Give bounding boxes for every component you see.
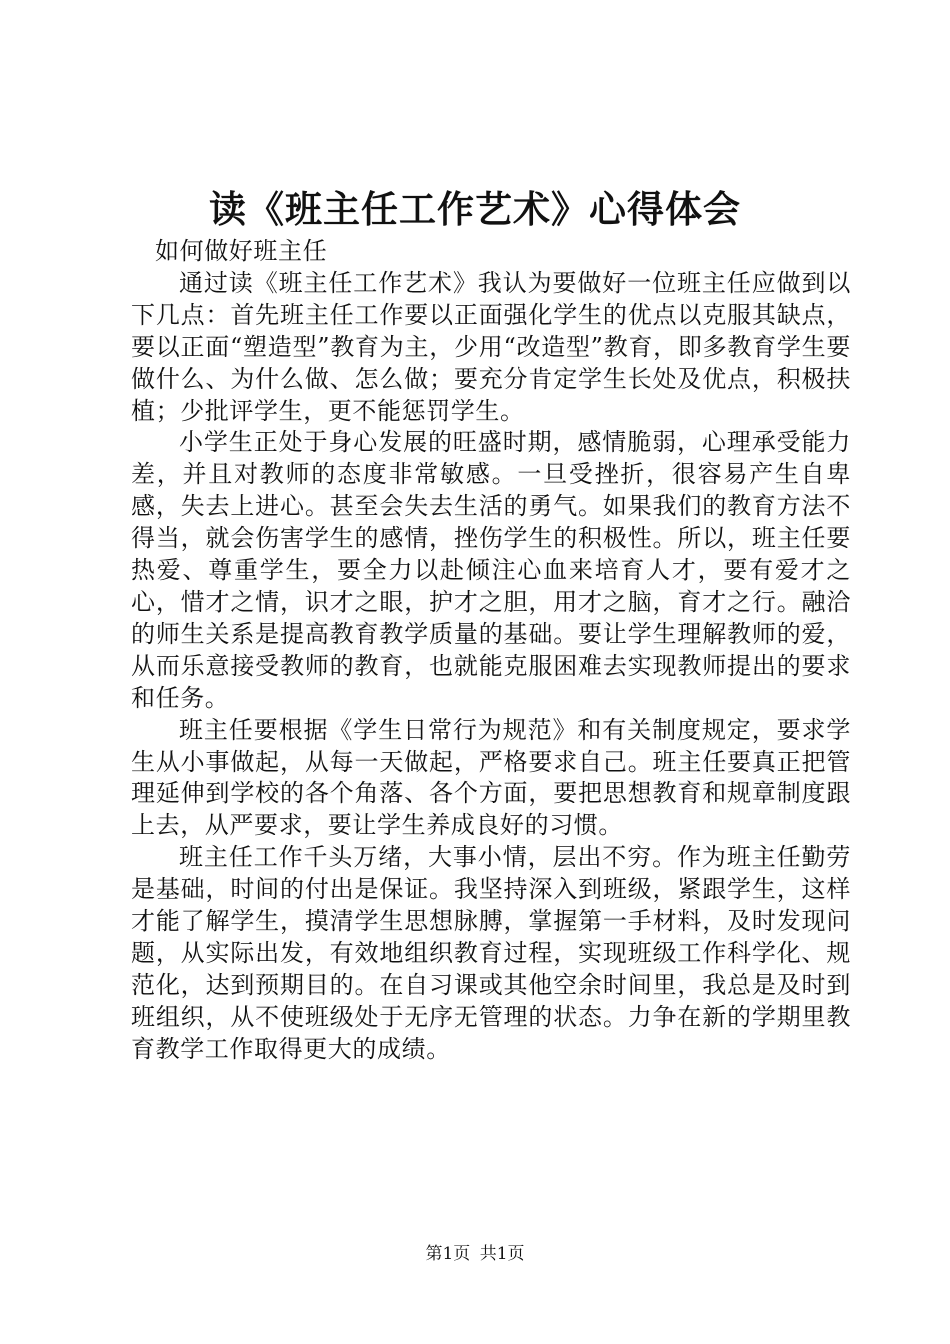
paragraph-2: 小学生正处于身心发展的旺盛时期，感情脆弱，心理承受能力差，并且对教师的态度非常敏感。一旦受挫折，很容易产生自卑感，失去上进心。甚至会失去生活的勇气。如果我们的教育方法不得当，就会伤害学生的感情，挫伤学生的积极性。所以，班主任要热爱、尊重学生，要全力以赴倾注心血来培育人才，要有爱才之心，惜才之情，识才之眼，护才之胆，用才之脑，育才之行。融洽的师生关系是提高教育教学质量的基础。要让学生理解教师的爱，从而乐意接受教师的教育，也就能克服困难去实现教师提出的要求和任务。 <box>131 428 851 712</box>
page-number: 第1页 <box>425 1244 471 1264</box>
paragraph-1: 通过读《班主任工作艺术》我认为要做好一位班主任应做到以下几点：首先班主任工作要以正面强化学生的优点以克服其缺点，要以正面“塑造型”教育为主，少用“改造型”教育，即多教育学生要做什么、为什么做、怎么做；要充分肯定学生长处及优点，积极扶植；少批评学生，更不能惩罚学生。 <box>131 268 851 425</box>
paragraph-3: 班主任要根据《学生日常行为规范》和有关制度规定，要求学生从小事做起，从每一天做起，严格要求自己。班主任要真正把管理延伸到学校的各个角落、各个方面，要把思想教育和规章制度跟上去，从严要求，要让学生养成良好的习惯。 <box>131 715 851 840</box>
document-body <box>131 236 851 1066</box>
page-total: 共1页 <box>479 1244 525 1264</box>
paragraph-4: 班主任工作千头万绪，大事小情，层出不穷。作为班主任勤劳是基础，时间的付出是保证。我坚持深入到班级，紧跟学生，这样才能了解学生，摸清学生思想脉膊，掌握第一手材料，及时发现问题，从实际出发，有效地组织教育过程，实现班级工作科学化、规范化，达到预期目的。在自习课或其他空余时间里，我总是及时到班组织，从不使班级处于无序无管理的状态。力争在新的学期里教育教学工作取得更大的成绩。 <box>131 843 851 1063</box>
page-footer <box>0 1242 950 1266</box>
document-subtitle: 如何做好班主任 <box>155 237 328 265</box>
document-title: 读《班主任工作艺术》心得体会 <box>209 187 741 231</box>
